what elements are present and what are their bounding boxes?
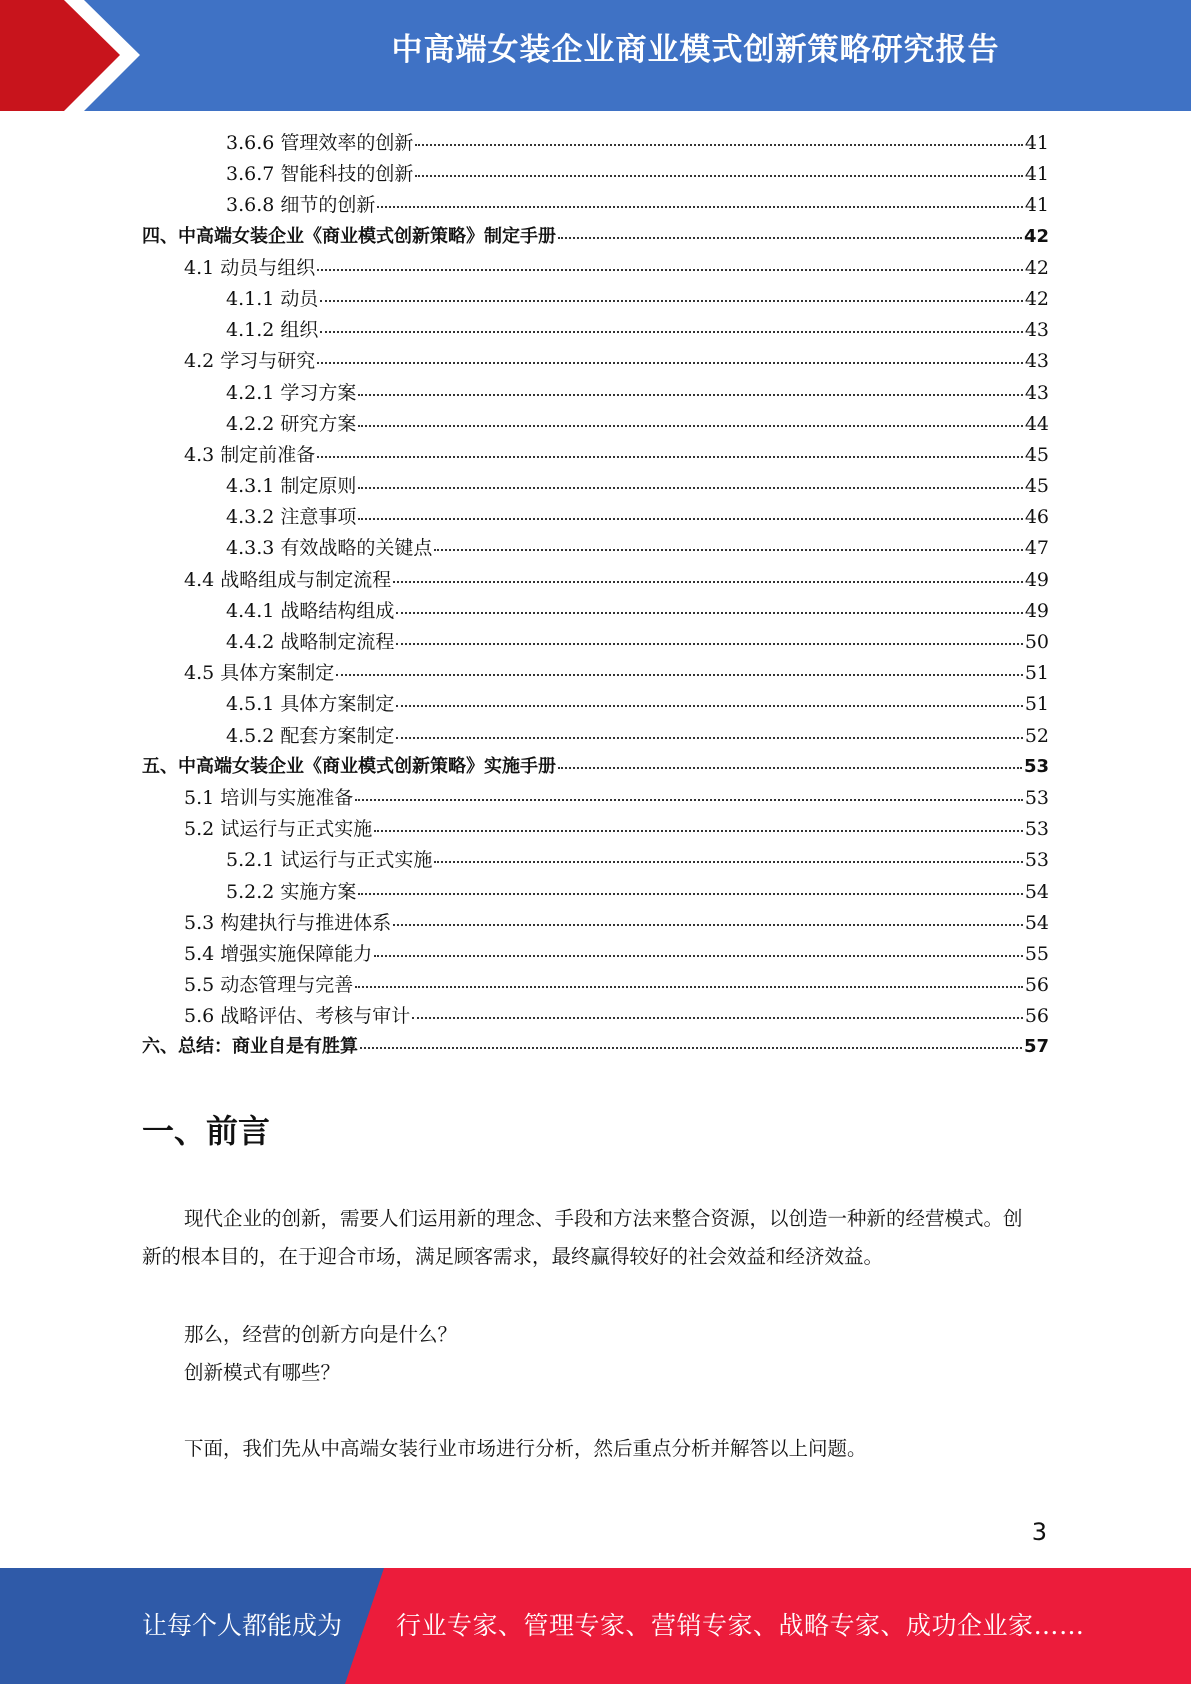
toc-entry-page: 43 (1024, 381, 1049, 404)
toc-entry-page: 53 (1024, 818, 1049, 841)
table-of-contents (142, 128, 1049, 1064)
toc-dot-leader (415, 144, 1022, 146)
toc-entry-page: 54 (1024, 880, 1049, 903)
toc-entry-page: 53 (1024, 786, 1049, 809)
toc-entry-label: 4.1.2 组织 (226, 319, 319, 342)
toc-entry-label: 4.4.1 战略结构组成 (226, 599, 395, 622)
toc-dot-leader (374, 830, 1023, 832)
toc-entry-page: 42 (1023, 225, 1049, 247)
toc-dot-leader (377, 206, 1022, 208)
toc-entry-label: 五、中高端女装企业《商业模式创新策略》实施手册 (142, 755, 556, 777)
toc-entry[interactable] (142, 440, 1049, 471)
toc-entry[interactable] (142, 253, 1049, 284)
toc-dot-leader (317, 362, 1023, 364)
toc-dot-leader (317, 456, 1023, 458)
toc-entry-label: 4.3.3 有效战略的关键点 (226, 537, 433, 560)
toc-entry-label: 4.4 战略组成与制定流程 (184, 568, 392, 591)
toc-dot-leader (320, 331, 1022, 333)
toc-entry[interactable] (142, 689, 1049, 720)
toc-dot-leader (360, 1047, 1022, 1049)
toc-entry-label: 4.3.1 制定原则 (226, 475, 357, 498)
toc-entry-page: 44 (1024, 412, 1049, 435)
toc-entry[interactable] (142, 565, 1049, 596)
toc-entry-label: 4.4.2 战略制定流程 (226, 631, 395, 653)
toc-entry-label: 四、中高端女装企业《商业模式创新策略》制定手册 (142, 225, 556, 247)
toc-entry-label: 3.6.8 细节的创新 (226, 194, 376, 217)
toc-entry[interactable] (142, 284, 1049, 315)
toc-entry-page: 42 (1024, 287, 1049, 310)
toc-entry[interactable] (142, 190, 1049, 221)
toc-entry-page: 43 (1024, 350, 1049, 373)
toc-entry-label: 5.5 动态管理与完善 (184, 974, 354, 997)
toc-entry-label: 5.3 构建执行与推进体系 (184, 911, 392, 934)
toc-entry[interactable] (142, 315, 1049, 346)
toc-entry-page: 46 (1024, 506, 1049, 529)
toc-entry-label: 4.5.1 具体方案制定 (226, 693, 395, 716)
toc-dot-leader (396, 705, 1022, 707)
toc-entry-label: 5.2.1 试运行与正式实施 (226, 849, 433, 872)
toc-dot-leader (434, 861, 1022, 863)
toc-dot-leader (396, 737, 1022, 739)
toc-entry-page: 42 (1024, 256, 1049, 279)
toc-entry-page: 41 (1024, 163, 1049, 186)
toc-entry-label: 5.4 增强实施保障能力 (184, 942, 373, 965)
toc-entry-page: 41 (1024, 132, 1049, 154)
toc-entry[interactable] (142, 627, 1049, 658)
toc-dot-leader (393, 581, 1023, 583)
toc-entry-page: 43 (1024, 319, 1049, 342)
toc-dot-leader (358, 893, 1022, 895)
toc-entry-page: 57 (1023, 1036, 1049, 1058)
page-header (0, 0, 1191, 111)
toc-entry-page: 53 (1024, 849, 1049, 872)
toc-dot-leader (355, 799, 1023, 801)
toc-dot-leader (358, 487, 1022, 489)
toc-entry[interactable] (142, 845, 1049, 876)
toc-entry-label: 4.1 动员与组织 (184, 256, 316, 279)
toc-entry[interactable] (142, 378, 1049, 409)
toc-entry[interactable] (142, 409, 1049, 440)
toc-entry[interactable] (142, 159, 1049, 190)
toc-dot-leader (358, 394, 1022, 396)
toc-dot-leader (374, 955, 1023, 957)
toc-entry-label: 5.1 培训与实施准备 (184, 786, 354, 809)
toc-dot-leader (320, 300, 1022, 302)
toc-entry-page: 47 (1024, 537, 1049, 560)
toc-dot-leader (396, 612, 1022, 614)
toc-entry-label: 4.2.1 学习方案 (226, 381, 357, 404)
toc-entry[interactable] (142, 502, 1049, 533)
toc-dot-leader (355, 986, 1023, 988)
toc-entry[interactable] (142, 721, 1049, 752)
page-footer (0, 1568, 1191, 1684)
toc-entry[interactable] (142, 1032, 1049, 1063)
toc-entry-label: 4.3.2 注意事项 (226, 506, 357, 529)
toc-entry[interactable] (142, 596, 1049, 627)
question-modes: 创新模式有哪些？ (184, 1361, 341, 1384)
toc-entry[interactable] (142, 908, 1049, 939)
toc-entry-label: 六、总结：商业自是有胜算 (142, 1036, 358, 1058)
toc-entry-label: 3.6.6 管理效率的创新 (226, 132, 414, 154)
toc-entry[interactable] (142, 1001, 1049, 1032)
toc-entry-label: 4.2 学习与研究 (184, 350, 316, 373)
toc-entry[interactable] (142, 346, 1049, 377)
toc-dot-leader (396, 643, 1022, 645)
footer-slogan-left: 让每个人都能成为 (142, 1611, 343, 1640)
toc-entry[interactable] (142, 783, 1049, 814)
toc-entry-page: 51 (1024, 693, 1049, 716)
toc-entry-label: 5.2.2 实施方案 (226, 880, 357, 903)
toc-entry[interactable] (142, 471, 1049, 502)
toc-dot-leader (336, 674, 1023, 676)
toc-entry-page: 49 (1024, 599, 1049, 622)
toc-entry-page: 50 (1024, 631, 1049, 653)
toc-entry-page: 52 (1024, 724, 1049, 747)
toc-entry-page: 41 (1024, 194, 1049, 217)
toc-entry-page: 45 (1024, 475, 1049, 498)
section-heading: 一、前言 (142, 1112, 271, 1150)
toc-dot-leader (412, 1017, 1023, 1019)
question-direction: 那么，经营的创新方向是什么？ (184, 1323, 458, 1346)
toc-entry-label: 4.1.1 动员 (226, 287, 319, 310)
toc-dot-leader (393, 924, 1023, 926)
toc-dot-leader (558, 237, 1022, 239)
toc-dot-leader (415, 175, 1022, 177)
toc-dot-leader (434, 549, 1022, 551)
closing-paragraph: 下面，我们先从中高端女装行业市场进行分析，然后重点分析并解答以上问题。 (184, 1437, 867, 1460)
toc-entry-page: 45 (1024, 443, 1049, 466)
toc-dot-leader (317, 269, 1023, 271)
toc-entry-label: 4.2.2 研究方案 (226, 412, 357, 435)
header-title: 中高端女装企业商业模式创新策略研究报告 (391, 32, 1000, 68)
toc-entry[interactable] (142, 752, 1049, 783)
toc-entry[interactable] (142, 128, 1049, 159)
toc-entry[interactable] (142, 877, 1049, 908)
intro-paragraph: 现代企业的创新，需要人们运用新的理念、手段和方法来整合资源，以创造一种新的经营模式。创新的根本目的，在于迎合市场，满足顾客需求，最终赢得较好的社会效益和经济效益。 (142, 1207, 1023, 1268)
toc-entry[interactable] (142, 814, 1049, 845)
toc-entry[interactable] (142, 658, 1049, 689)
toc-entry-label: 4.5 具体方案制定 (184, 662, 335, 685)
toc-entry-page: 56 (1024, 974, 1049, 997)
toc-entry-page: 56 (1024, 1005, 1049, 1028)
toc-entry-page: 54 (1024, 911, 1049, 934)
toc-entry-page: 49 (1024, 568, 1049, 591)
toc-entry[interactable] (142, 222, 1049, 253)
toc-entry-label: 4.3 制定前准备 (184, 443, 316, 466)
toc-entry[interactable] (142, 939, 1049, 970)
toc-dot-leader (358, 518, 1022, 520)
page-number: 3 (1031, 1518, 1047, 1546)
toc-entry[interactable] (142, 970, 1049, 1001)
toc-entry-label: 4.5.2 配套方案制定 (226, 724, 395, 747)
toc-entry-page: 55 (1024, 942, 1049, 965)
toc-entry-label: 5.2 试运行与正式实施 (184, 818, 373, 841)
toc-entry-label: 3.6.7 智能科技的创新 (226, 163, 414, 186)
toc-dot-leader (558, 767, 1022, 769)
toc-entry[interactable] (142, 533, 1049, 564)
footer-slogan-right: 行业专家、管理专家、营销专家、战略专家、成功企业家…… (396, 1611, 1085, 1640)
toc-entry-page: 53 (1023, 755, 1049, 777)
toc-dot-leader (358, 425, 1022, 427)
toc-entry-label: 5.6 战略评估、考核与审计 (184, 1005, 411, 1028)
toc-entry-page: 51 (1024, 662, 1049, 685)
